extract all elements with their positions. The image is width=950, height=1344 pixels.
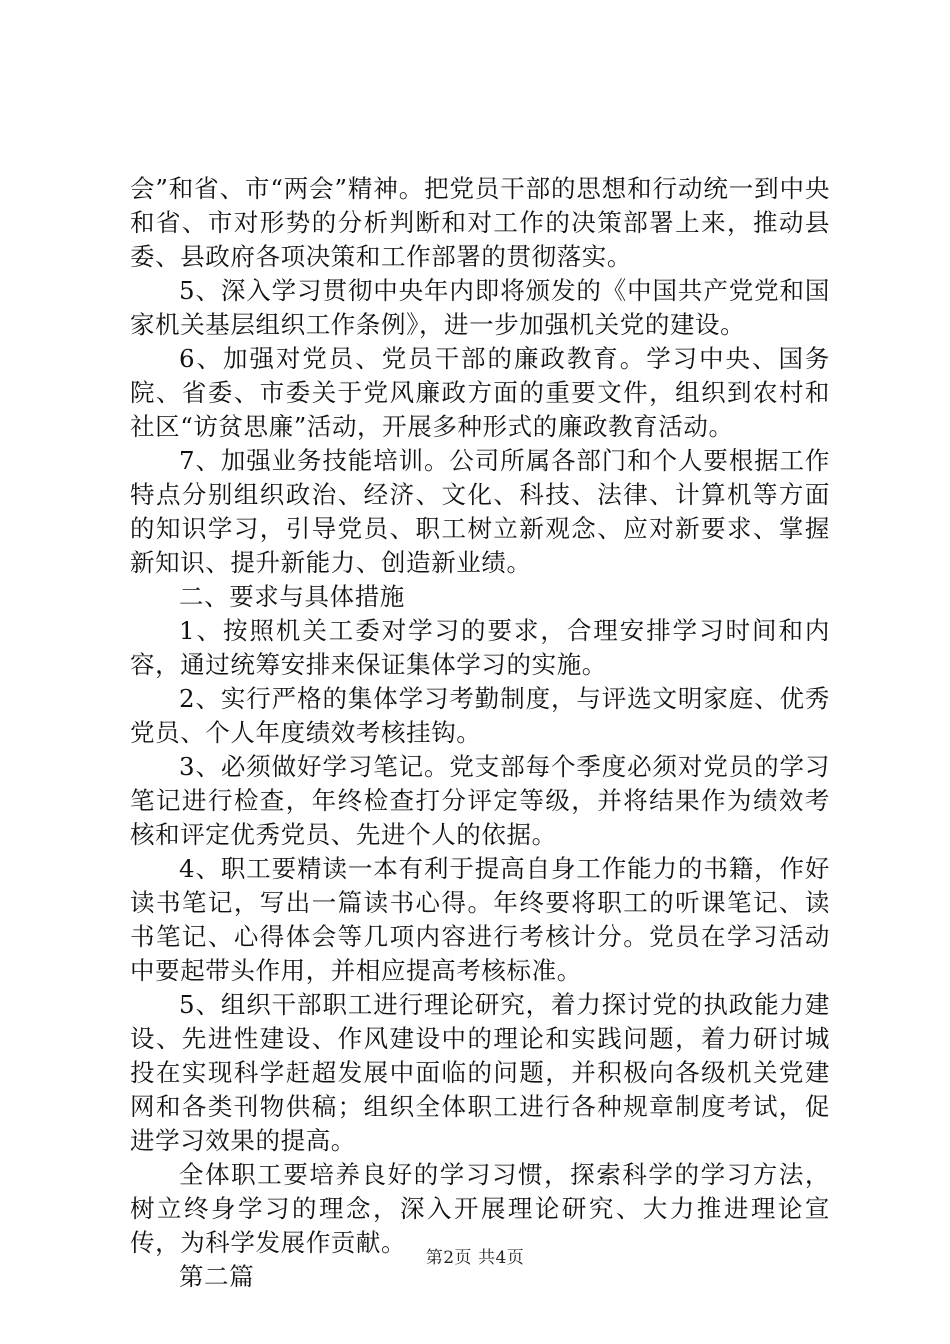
document-body [130, 172, 830, 1294]
paragraph-measure-4: 4、职工要精读一本有利于提高自身工作能力的书籍，作好读书笔记，写出一篇读书心得。年终要将职工的听课笔记、读书笔记、心得体会等几项内容进行考核计分。党员在学习活动中要起带头作用，并相应提高考核标准。 [130, 854, 830, 985]
paragraph-continuation: 会”和省、市“两会”精神。把党员干部的思想和行动统一到中央和省、市对形势的分析判断和对工作的决策部署上来，推动县委、县政府各项决策和工作部署的贯彻落实。 [130, 174, 830, 271]
paragraph-item-5-regulations: 5、深入学习贯彻中央年内即将颁发的《中国共产党党和国家机关基层组织工作条例》，进一步加强机关党的建设。 [130, 276, 830, 339]
section-heading-part-two: 第二篇 [179, 1262, 255, 1291]
paragraph-measure-3: 3、必须做好学习笔记。党支部每个季度必须对党员的学习笔记进行检查，年终检查打分评定等级，并将结果作为绩效考核和评定优秀党员、先进个人的依据。 [130, 752, 830, 849]
section-heading-requirements: 二、要求与具体措施 [179, 582, 405, 611]
paragraph-measure-2: 2、实行严格的集体学习考勤制度，与评选文明家庭、优秀党员、个人年度绩效考核挂钩。 [130, 684, 830, 747]
paragraph-item-7-training: 7、加强业务技能培训。公司所属各部门和个人要根据工作特点分别组织政治、经济、文化、科技、法律、计算机等方面的知识学习，引导党员、职工树立新观念、应对新要求、掌握新知识、提升新能力、创造新业绩。 [130, 446, 830, 577]
page-footer: 第2页 共4页 [425, 1248, 525, 1268]
paragraph-conclusion: 全体职工要培养良好的学习习惯，探索科学的学习方法，树立终身学习的理念，深入开展理论研究、大力推进理论宣传，为科学发展作贡献。 [130, 1160, 830, 1257]
paragraph-item-6-integrity: 6、加强对党员、党员干部的廉政教育。学习中央、国务院、省委、市委关于党风廉政方面的重要文件，组织到农村和社区“访贫思廉”活动，开展多种形式的廉政教育活动。 [130, 344, 830, 441]
paragraph-measure-5: 5、组织干部职工进行理论研究，着力探讨党的执政能力建设、先进性建设、作风建设中的理论和实践问题，着力研讨城投在实现科学赶超发展中面临的问题，并积极向各级机关党建网和各类刊物供稿；组织全体职工进行各种规章制度考试，促进学习效果的提高。 [130, 990, 830, 1155]
paragraph-measure-1: 1、按照机关工委对学习的要求，合理安排学习时间和内容，通过统筹安排来保证集体学习的实施。 [130, 616, 830, 679]
